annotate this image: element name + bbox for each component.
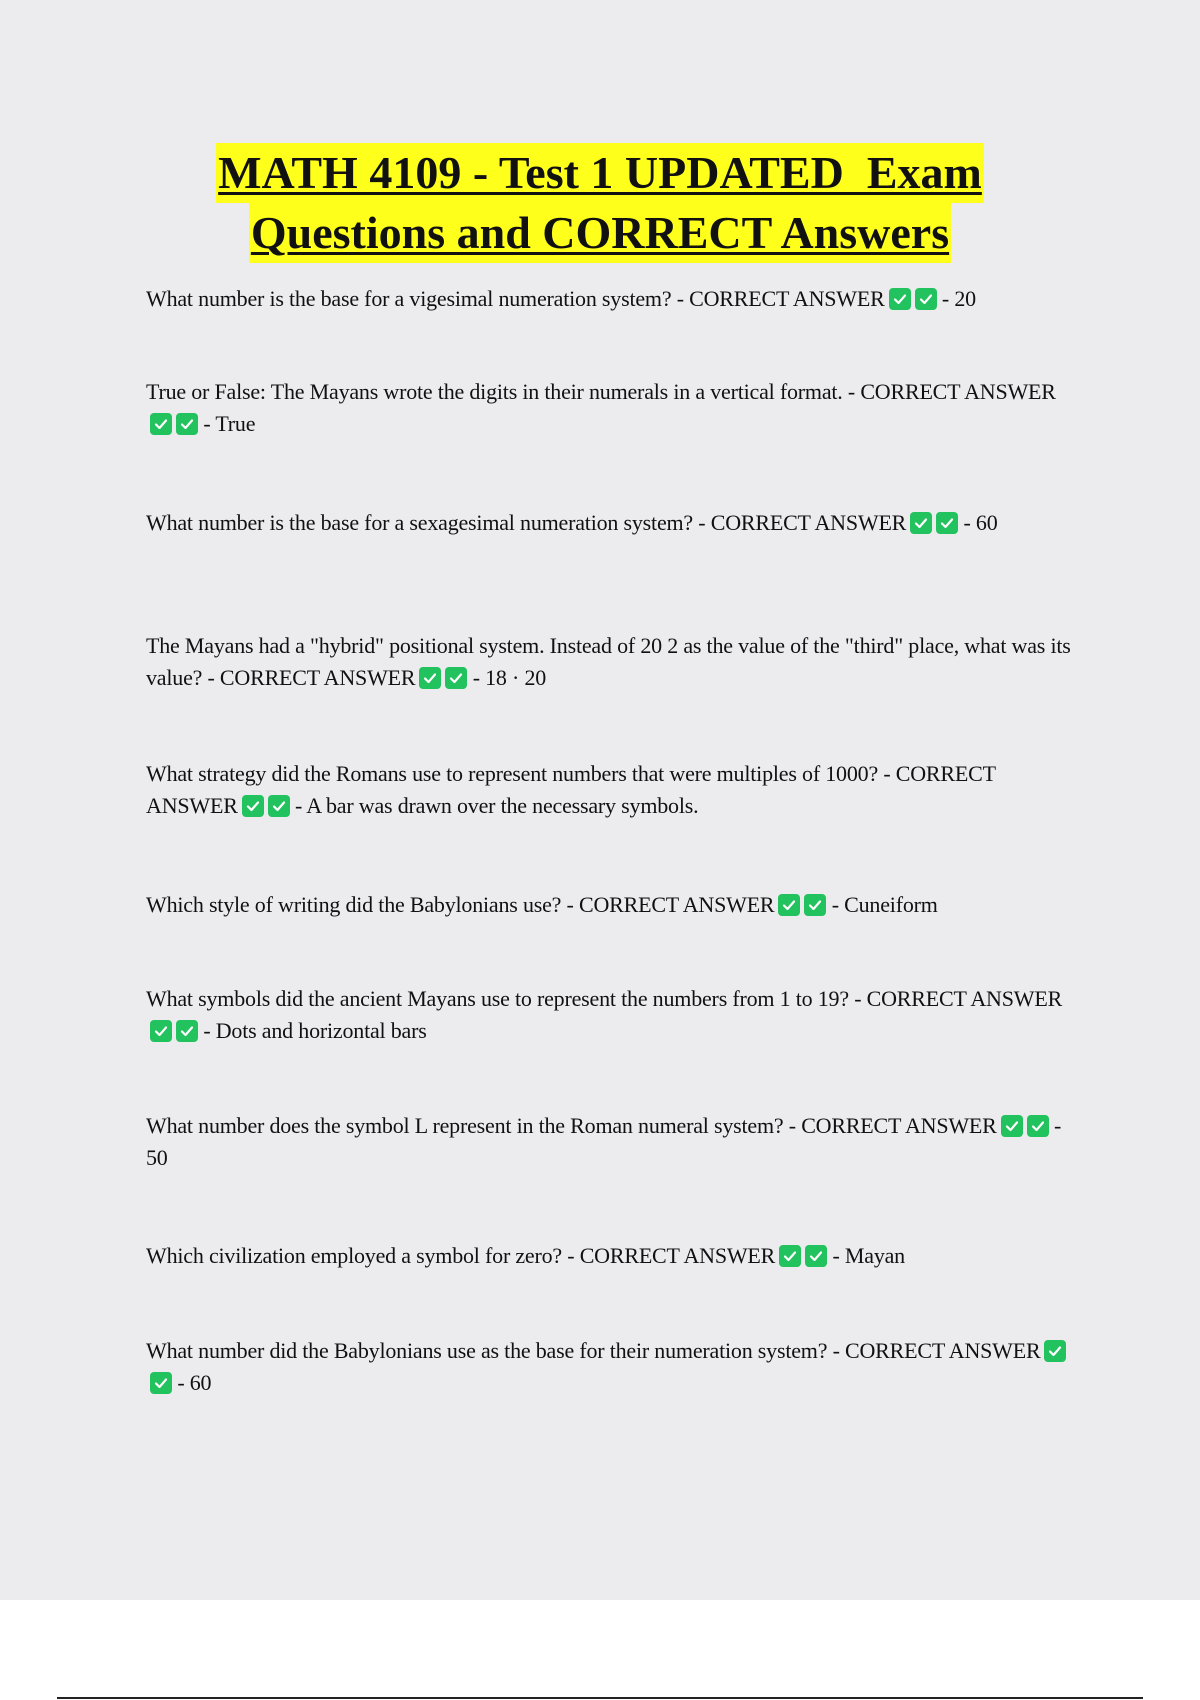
question-text: The Mayans had a "hybrid" positional system. Instead of 20 2 as the value of the "third" place, what was its value? - CORRECT ANSWER [146, 633, 1071, 690]
check-mark-icon [804, 894, 826, 916]
question-text: What symbols did the ancient Mayans use to represent the numbers from 1 to 19? - CORRECT ANSWER [146, 986, 1063, 1011]
answer-text: - Dots and horizontal bars [203, 1018, 427, 1043]
check-mark-icon [1044, 1340, 1066, 1362]
qa-item-8 [146, 1110, 1076, 1174]
answer-text: - 60 [963, 510, 998, 535]
page-footer-rule [57, 1697, 1143, 1699]
check-mark-icon [778, 894, 800, 916]
check-mark-icon [1027, 1115, 1049, 1137]
question-text: What number is the base for a sexagesimal numeration system? - CORRECT ANSWER [146, 510, 907, 535]
check-mark-icon [910, 512, 932, 534]
title-line-1: MATH 4109 - Test 1 UPDATED Exam [216, 143, 984, 203]
question-text: What number is the base for a vigesimal numeration system? - CORRECT ANSWER [146, 286, 885, 311]
question-text: What strategy did the Romans use to represent numbers that were multiples of 1000? - CORRECT ANSWER [146, 761, 996, 818]
check-mark-icon [936, 512, 958, 534]
qa-item-6 [146, 889, 1076, 921]
answer-text: - 60 [177, 1370, 212, 1395]
check-mark-icon [242, 795, 264, 817]
answer-text: - 20 [941, 286, 976, 311]
check-mark-icon [779, 1245, 801, 1267]
check-mark-icon [445, 667, 467, 689]
check-mark-icon [1001, 1115, 1023, 1137]
answer-text: - A bar was drawn over the necessary symbols. [295, 793, 699, 818]
check-mark-icon [805, 1245, 827, 1267]
question-text: What number did the Babylonians use as the base for their numeration system? - CORRECT ANSWER [146, 1338, 1041, 1363]
qa-item-2 [146, 376, 1076, 440]
qa-item-4 [146, 630, 1076, 694]
check-mark-icon [268, 795, 290, 817]
check-mark-icon [150, 1372, 172, 1394]
check-mark-icon [889, 288, 911, 310]
qa-item-1 [146, 283, 1076, 315]
document-title [100, 143, 1100, 263]
title-line-2: Questions and CORRECT Answers [249, 203, 951, 263]
check-mark-icon [150, 413, 172, 435]
qa-item-9 [146, 1240, 1076, 1272]
check-mark-icon [150, 1020, 172, 1042]
check-mark-icon [176, 413, 198, 435]
check-mark-icon [915, 288, 937, 310]
question-text: Which civilization employed a symbol for zero? - CORRECT ANSWER [146, 1243, 776, 1268]
question-text: Which style of writing did the Babylonians use? - CORRECT ANSWER [146, 892, 775, 917]
qa-item-7 [146, 983, 1076, 1047]
check-mark-icon [419, 667, 441, 689]
answer-text: - True [203, 411, 256, 436]
question-text: True or False: The Mayans wrote the digits in their numerals in a vertical format. - CORRECT ANSWER [146, 379, 1056, 404]
check-mark-icon [176, 1020, 198, 1042]
answer-text: - 18 · 20 [472, 665, 547, 690]
qa-item-3 [146, 507, 1076, 539]
qa-item-5 [146, 758, 1076, 822]
qa-item-10 [146, 1335, 1076, 1399]
question-text: What number does the symbol L represent in the Roman numeral system? - CORRECT ANSWER [146, 1113, 997, 1138]
answer-text: - Mayan [832, 1243, 905, 1268]
answer-text: - Cuneiform [831, 892, 938, 917]
answer-text: - 50 [146, 1113, 1062, 1170]
